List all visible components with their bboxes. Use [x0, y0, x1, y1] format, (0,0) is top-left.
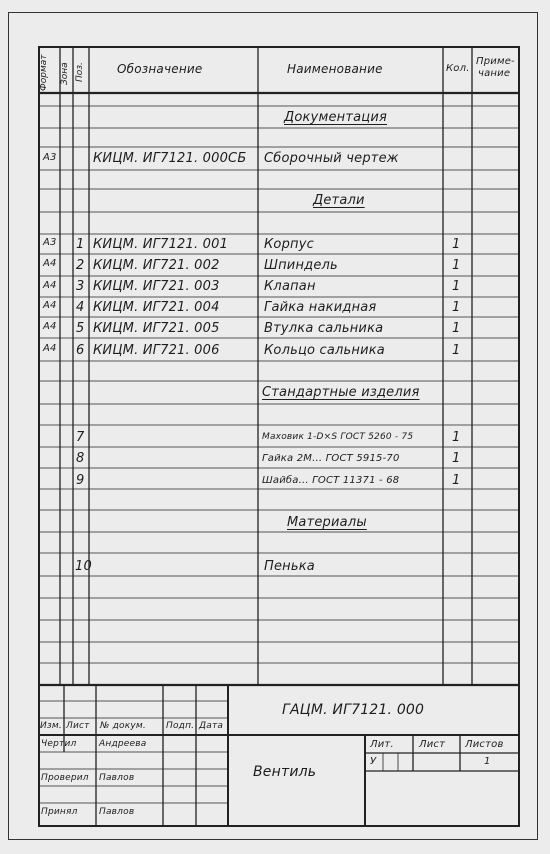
row-qty: 1 — [452, 300, 461, 315]
lit-label: Лит. — [370, 739, 394, 750]
row-qty: 1 — [452, 473, 461, 488]
person-drawn: Андреева — [99, 739, 147, 749]
row-name: Маховик 1-D×S ГОСТ 5260 - 75 — [262, 432, 414, 442]
sheets-value: 1 — [484, 756, 491, 767]
row-name: Втулка сальника — [264, 321, 384, 336]
row-pos: 1 — [76, 237, 85, 252]
header-qty: Кол. — [446, 63, 470, 74]
row-name: Гайка накидная — [264, 300, 377, 315]
sheets-label: Листов — [465, 739, 504, 750]
row-name: Пенька — [264, 559, 315, 574]
row-pos: 7 — [76, 430, 85, 445]
row-pos: 3 — [76, 279, 85, 294]
row-designation: КИЦМ. ИГ7121. 000СБ — [93, 151, 247, 166]
row-qty: 1 — [452, 258, 461, 273]
row-designation: КИЦМ. ИГ721. 003 — [93, 279, 220, 294]
row-pos: 10 — [75, 559, 92, 574]
header-name: Наименование — [287, 62, 383, 76]
sheet-label: Лист — [419, 739, 446, 750]
row-pos: 4 — [76, 300, 85, 315]
header-note-1: Приме- — [476, 56, 515, 67]
row-pos: 2 — [76, 258, 85, 273]
row-pos: 5 — [76, 321, 85, 336]
row-format: А4 — [43, 300, 57, 311]
section-documentation: Документация — [284, 110, 388, 125]
row-format: А4 — [43, 258, 57, 269]
row-pos: 8 — [76, 451, 85, 466]
row-designation: КИЦМ. ИГ721. 005 — [93, 321, 220, 336]
person-approved: Павлов — [99, 807, 135, 817]
row-pos: 9 — [76, 473, 85, 488]
row-designation: КИЦМ. ИГ721. 002 — [93, 258, 220, 273]
header-zone: Зона — [60, 62, 70, 85]
lit-value: У — [370, 756, 377, 767]
row-name: Сборочный чертеж — [264, 151, 399, 166]
row-designation: КИЦМ. ИГ721. 006 — [93, 343, 220, 358]
row-qty: 1 — [452, 451, 461, 466]
section-parts: Детали — [313, 193, 365, 208]
row-name: Гайка 2М... ГОСТ 5915-70 — [262, 453, 400, 464]
header-format: Формат — [39, 54, 49, 91]
role-drawn: Чертил — [41, 739, 77, 749]
header-pos: Поз. — [75, 62, 85, 82]
row-pos: 6 — [76, 343, 85, 358]
person-checked: Павлов — [99, 773, 135, 783]
col-docnum: № докум. — [100, 721, 146, 731]
row-name: Клапан — [264, 279, 316, 294]
col-list: Лист — [66, 721, 90, 731]
row-format: А4 — [43, 343, 57, 354]
col-date: Дата — [199, 721, 224, 731]
row-qty: 1 — [452, 321, 461, 336]
col-izm: Изм. — [40, 721, 62, 731]
row-qty: 1 — [452, 237, 461, 252]
row-name: Корпус — [264, 237, 314, 252]
section-standard-items: Стандартные изделия — [262, 385, 420, 400]
row-qty: 1 — [452, 430, 461, 445]
role-checked: Проверил — [41, 773, 89, 783]
section-materials: Материалы — [287, 515, 367, 530]
row-name: Шпиндель — [264, 258, 338, 273]
header-designation: Обозначение — [117, 62, 203, 76]
row-format: А4 — [43, 321, 57, 332]
document-code: ГАЦМ. ИГ7121. 000 — [282, 702, 425, 718]
row-format: А3 — [43, 152, 57, 163]
row-format: А4 — [43, 280, 57, 291]
row-qty: 1 — [452, 279, 461, 294]
row-designation: КИЦМ. ИГ721. 004 — [93, 300, 220, 315]
role-approved: Принял — [41, 807, 78, 817]
header-note-2: чание — [478, 68, 511, 79]
row-qty: 1 — [452, 343, 461, 358]
row-name: Кольцо сальника — [264, 343, 385, 358]
row-format: А3 — [43, 237, 57, 248]
product-name: Вентиль — [253, 764, 317, 780]
row-designation: КИЦМ. ИГ7121. 001 — [93, 237, 229, 252]
row-name: Шайба... ГОСТ 11371 - 68 — [262, 475, 400, 486]
col-sign: Подп. — [166, 721, 195, 731]
